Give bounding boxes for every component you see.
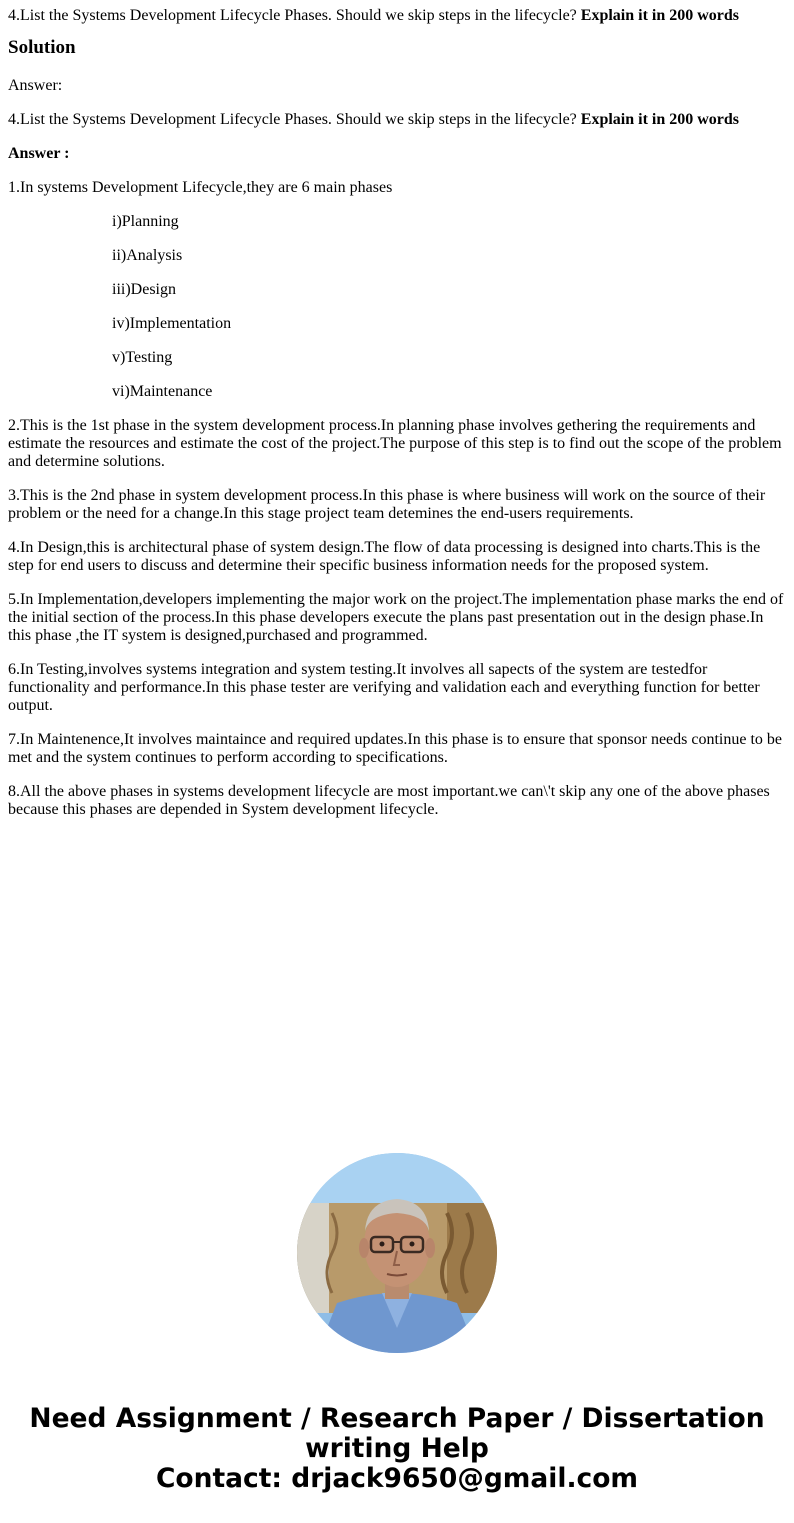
phase-item: v)Testing xyxy=(112,349,173,366)
answer-bold-label xyxy=(8,145,786,163)
solution-heading: Solution xyxy=(8,37,76,58)
phase-item: iii)Design xyxy=(112,281,176,298)
paragraph-testing: 6.In Testing,involves systems integration and system testing.It involves all sapects of the system are testedfor functionality and performance.In this phase tester are verifying and validation each and everything function for better output. xyxy=(8,661,760,714)
question-repeat-emphasis: Explain it in 200 words xyxy=(580,111,740,128)
author-avatar xyxy=(297,1153,497,1353)
promo-contact: Contact: drjack9650@gmail.com xyxy=(155,1463,639,1494)
paragraph-conclusion: 8.All the above phases in systems development lifecycle are most important.we can\'t skip any one of the above phases because this phases are depended in System development lifecycle. xyxy=(8,783,770,818)
intro-paragraph: 1.In systems Development Lifecycle,they are 6 main phases xyxy=(8,179,393,196)
promo-banner xyxy=(0,1404,794,1494)
phase-item: iv)Implementation xyxy=(112,315,232,332)
paragraph-planning: 2.This is the 1st phase in the system development process.In planning phase involves gethering the requirements and estimate the resources and estimate the cost of the project.The purpose of this step is to find out the scope of the problem and determine solutions. xyxy=(8,417,782,470)
question-title xyxy=(8,7,786,25)
phase-list xyxy=(8,213,786,401)
question-repeat-text: 4.List the Systems Development Lifecycle Phases. Should we skip steps in the lifecycle? xyxy=(8,111,581,128)
author-portrait-image xyxy=(297,1153,497,1353)
answer-label: Answer: xyxy=(8,77,63,94)
paragraph-analysis: 3.This is the 2nd phase in system development process.In this phase is where business will work on the source of their problem or the need for a change.In this stage project team detemines the end-users requirements. xyxy=(8,487,766,522)
phase-item: vi)Maintenance xyxy=(112,383,213,400)
question-emphasis: Explain it in 200 words xyxy=(580,7,740,24)
paragraph-implementation: 5.In Implementation,developers implementing the major work on the project.The implementation phase marks the end of the initial section of the process.In this phase developers execute the plans past presentation out in the design phase.In this phase ,the IT system is designed,purchased and programmed. xyxy=(8,591,784,644)
question-repeat xyxy=(8,111,786,129)
answer-bold-text: Answer : xyxy=(8,145,70,162)
paragraph-maintenance: 7.In Maintenence,It involves maintaince and required updates.In this phase is to ensure that sponsor needs continue to be met and the system continues to perform according to specifications. xyxy=(8,731,783,766)
promo-line-1: Need Assignment / Research Paper / Dissertation xyxy=(29,1403,765,1434)
promo-line-2: writing Help xyxy=(305,1433,489,1464)
phase-item: ii)Analysis xyxy=(112,247,183,264)
paragraph-design: 4.In Design,this is architectural phase of system design.The flow of data processing is designed into charts.This is the step for end users to discuss and determine their specific business information needs for the proposed system. xyxy=(8,539,761,574)
question-text: 4.List the Systems Development Lifecycle Phases. Should we skip steps in the lifecycle? xyxy=(8,7,581,24)
phase-item: i)Planning xyxy=(112,213,179,230)
